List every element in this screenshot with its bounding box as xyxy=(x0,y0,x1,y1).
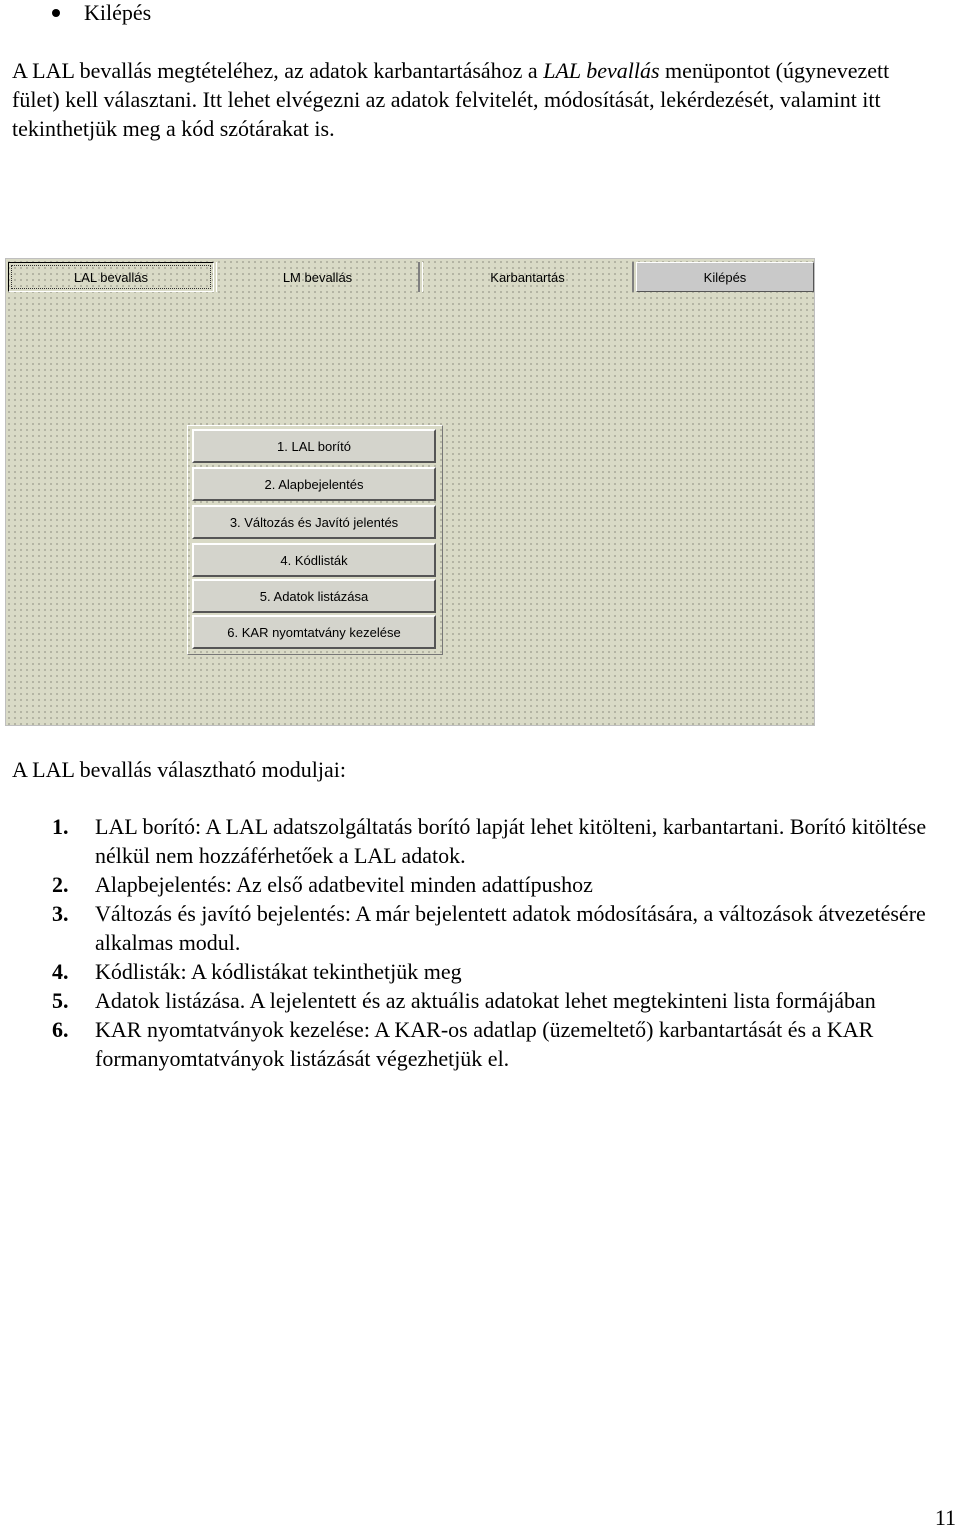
alapbejelentes-button[interactable]: 2. Alapbejelentés xyxy=(192,467,436,501)
intro-text-end: menüpontot (úgynevezett fület) kell választani. Itt lehet elvégezni az adatok felvitelét, módosítását, lekérdezését, valamint itt tekinthetjük meg a kód szótárakat is. xyxy=(12,58,890,141)
item-number: 6. xyxy=(52,1017,69,1042)
list-item xyxy=(52,870,952,899)
lal-borito-button[interactable]: 1. LAL borító xyxy=(192,429,436,463)
tab-bar xyxy=(6,259,814,293)
intro-italic-term: LAL bevallás xyxy=(543,58,660,83)
item-text: Kódlisták: A kódlistákat tekinthetjük meg xyxy=(95,959,462,984)
item-number: 3. xyxy=(52,901,69,926)
module-menu-panel xyxy=(187,425,443,655)
item-number: 1. xyxy=(52,814,69,839)
item-number: 5. xyxy=(52,988,69,1013)
list-item xyxy=(52,812,952,870)
item-text: LAL borító: A LAL adatszolgáltatás borító lapját lehet kitölteni, karbantartani. Borító kitöltése nélkül nem hozzáférhetőek a LAL adatok. xyxy=(95,814,927,868)
intro-paragraph xyxy=(12,56,912,143)
list-item xyxy=(52,1015,952,1073)
item-number: 4. xyxy=(52,959,69,984)
valtozas-javito-button[interactable]: 3. Változás és Javító jelentés xyxy=(192,505,436,539)
modules-title: A LAL bevallás választható moduljai: xyxy=(12,757,346,782)
list-item xyxy=(52,957,952,986)
item-text: Változás és javító bejelentés: A már bejelentett adatok módosítására, a változások átvezetésére alkalmas modul. xyxy=(95,901,926,955)
item-text: KAR nyomtatványok kezelése: A KAR-os adatlap (üzemeltető) karbantartását és a KAR formanyomtatványok listázását végezhetjük el. xyxy=(95,1017,874,1071)
intro-text-start: A LAL bevallás megtételéhez, az adatok karbantartásához a xyxy=(12,58,544,83)
tab-kilepes[interactable]: Kilépés xyxy=(636,262,814,292)
adatok-listazasa-button[interactable]: 5. Adatok listázása xyxy=(192,579,436,613)
item-text: Adatok listázása. A lejelentett és az aktuális adatokat lehet megtekinteni lista formájában xyxy=(95,988,876,1013)
item-number: 2. xyxy=(52,872,69,897)
bullet-dot-icon xyxy=(52,9,60,17)
tab-karbantartas[interactable]: Karbantartás xyxy=(422,262,634,292)
tab-lm-bevallas[interactable]: LM bevallás xyxy=(216,262,420,292)
kar-nyomtatvany-button[interactable]: 6. KAR nyomtatvány kezelése xyxy=(192,615,436,649)
tab-lal-bevallas[interactable]: LAL bevallás xyxy=(8,262,214,292)
app-screenshot xyxy=(5,258,815,726)
modules-list xyxy=(52,812,952,1073)
bullet-item-kilepes xyxy=(52,0,151,26)
item-text: Alapbejelentés: Az első adatbevitel minden adattípushoz xyxy=(95,872,593,897)
page-number: 11 xyxy=(934,1505,956,1530)
list-item xyxy=(52,899,952,957)
bullet-text: Kilépés xyxy=(84,0,152,25)
kodlistak-button[interactable]: 4. Kódlisták xyxy=(192,543,436,577)
list-item xyxy=(52,986,952,1015)
